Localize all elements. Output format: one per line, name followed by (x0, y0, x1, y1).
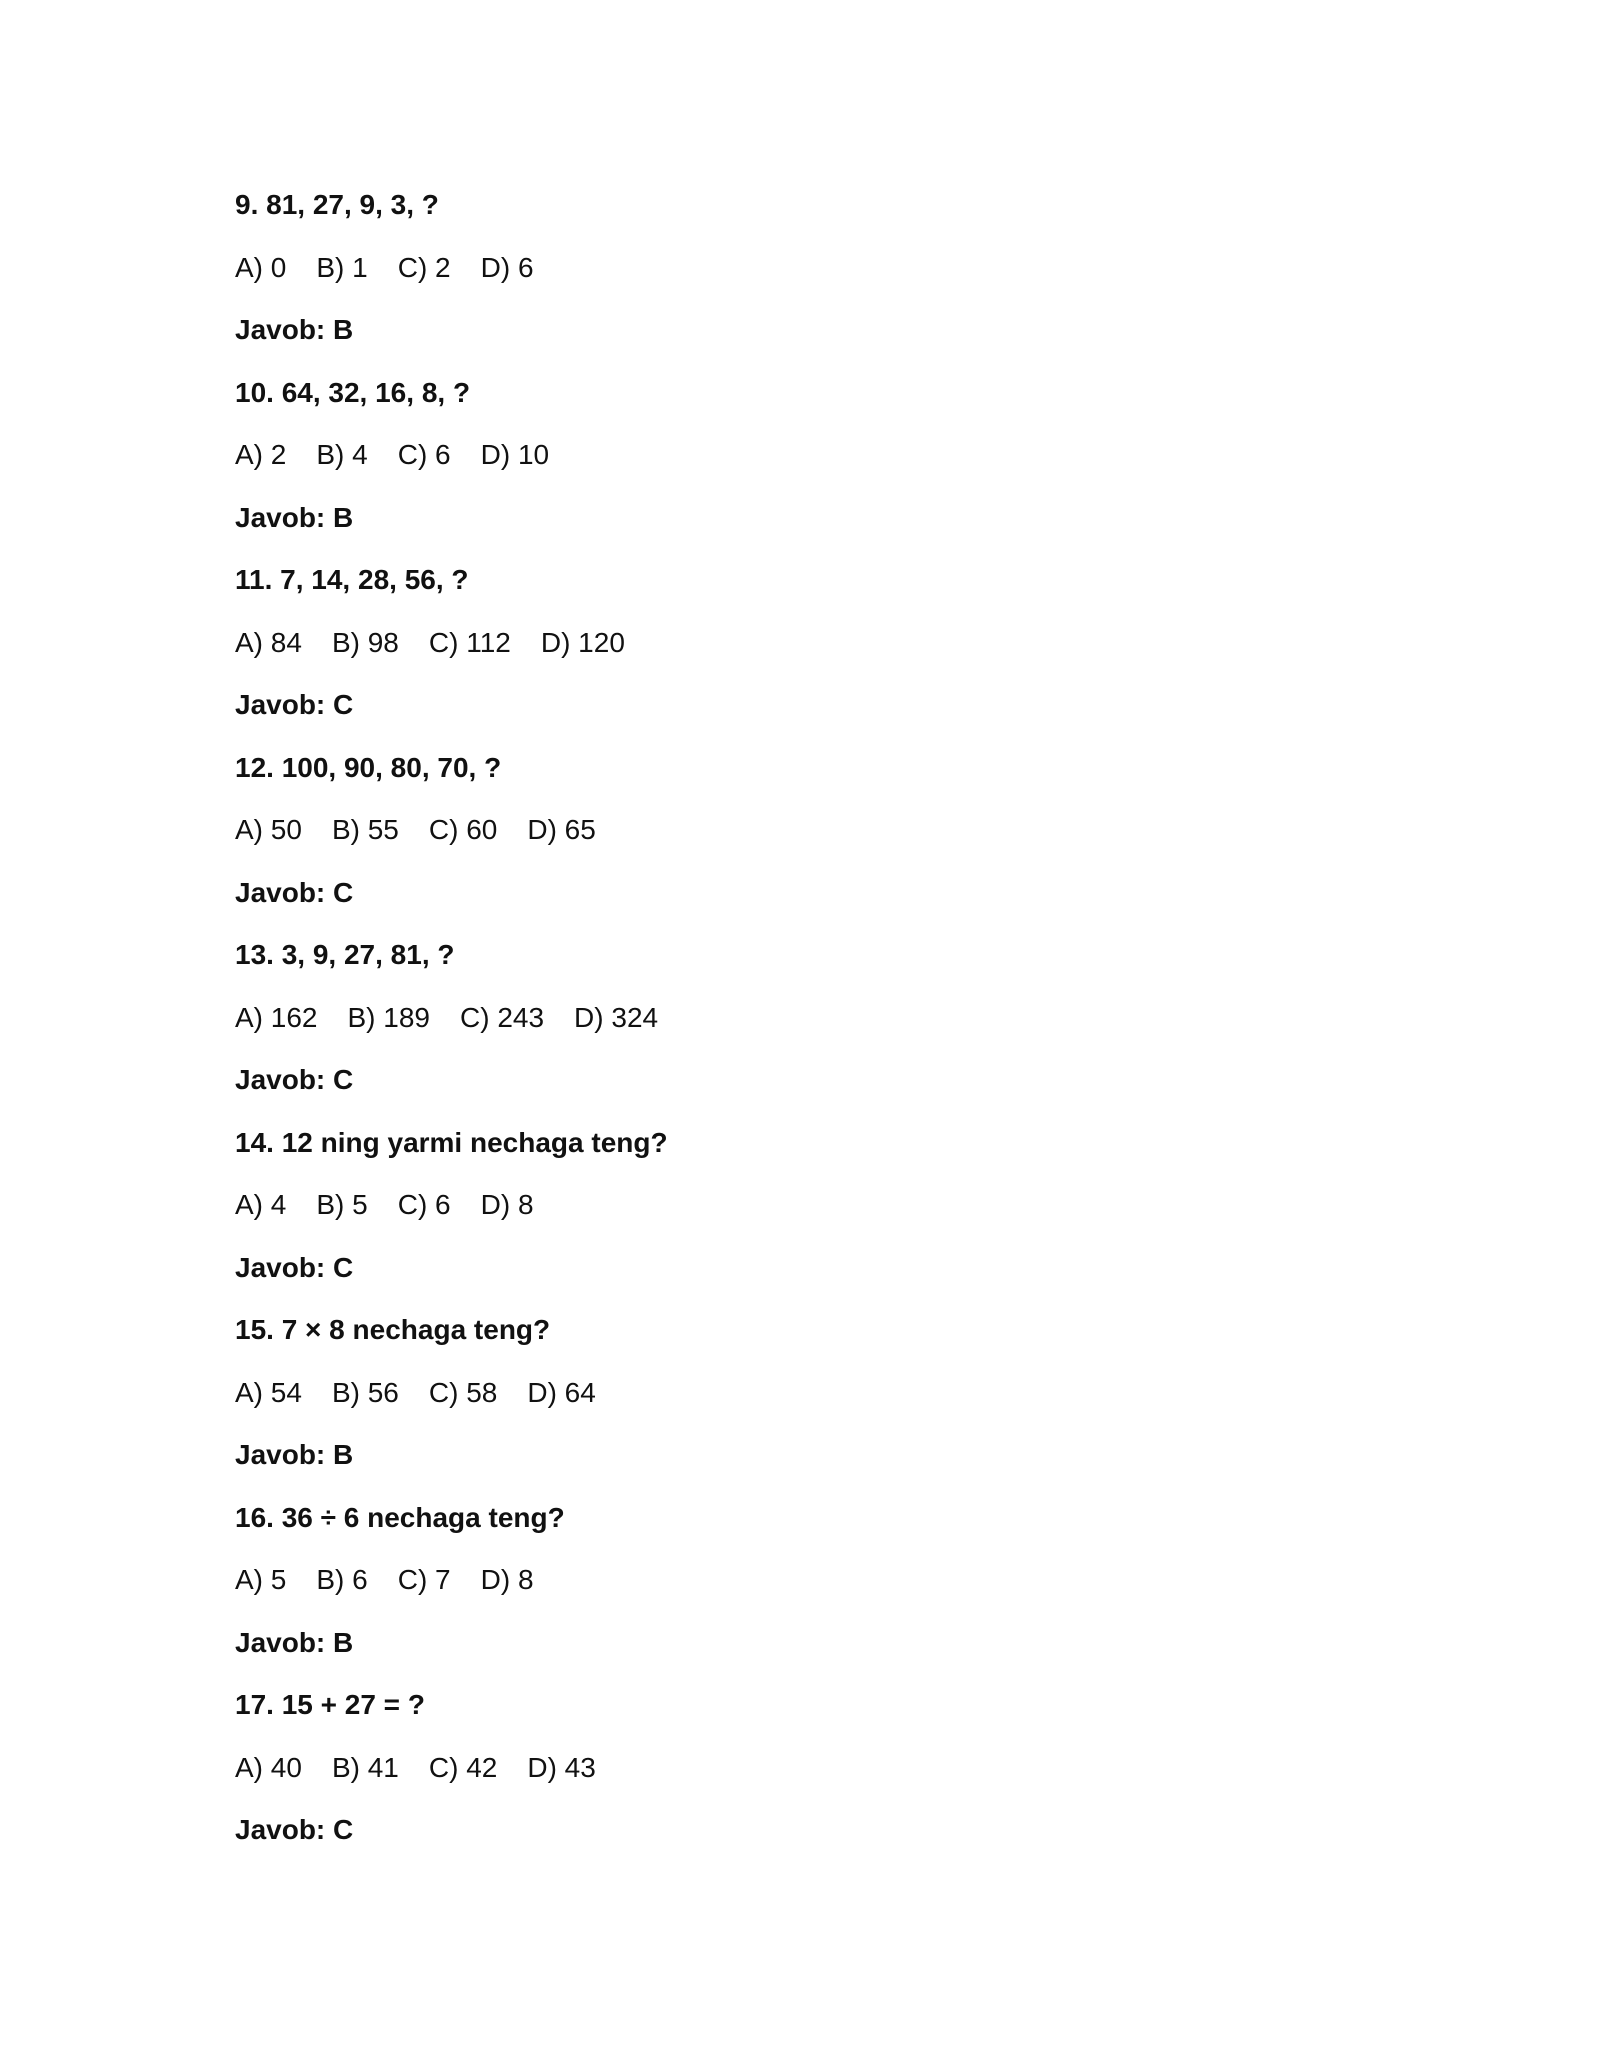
answer-key: Javob: B (235, 314, 354, 345)
answer-options (235, 434, 1365, 497)
question-text: 11. 7, 14, 28, 56, ? (235, 564, 469, 595)
quiz-content (235, 184, 1365, 1872)
option-d: D) 10 (480, 439, 550, 470)
question-text: 10. 64, 32, 16, 8, ? (235, 376, 471, 408)
option-d: D) 120 (540, 626, 625, 658)
option-b: B) 189 (347, 1001, 430, 1033)
question-text: 13. 3, 9, 27, 81, ? (235, 939, 455, 970)
option-a: A) 84 (235, 626, 302, 658)
option-c: C) 243 (460, 1001, 545, 1033)
option-c: C) 42 (428, 1751, 498, 1783)
option-c: C) 7 (397, 1564, 451, 1595)
question-text: 9. 81, 27, 9, 3, ? (235, 189, 439, 220)
option-a: A) 5 (235, 1564, 287, 1595)
question-text: 17. 15 + 27 = ? (235, 1689, 425, 1720)
option-d: D) 6 (480, 251, 534, 283)
answer-options (235, 1559, 1365, 1622)
option-b: B) 1 (316, 251, 368, 283)
option-d: D) 65 (527, 814, 596, 845)
answer-key: Javob: C (235, 1814, 354, 1845)
option-a: A) 162 (235, 1001, 318, 1033)
answer-options (235, 1372, 1365, 1435)
answer-options (235, 1184, 1365, 1247)
option-d: D) 324 (574, 1001, 659, 1033)
option-a: A) 54 (235, 1376, 302, 1408)
option-d: D) 43 (527, 1751, 596, 1783)
option-b: B) 6 (316, 1564, 368, 1595)
question-text: 16. 36 ÷ 6 nechaga teng? (235, 1501, 565, 1533)
option-a: A) 0 (235, 251, 287, 283)
answer-key: Javob: C (235, 1064, 354, 1095)
option-b: B) 41 (331, 1751, 399, 1783)
option-d: D) 8 (480, 1564, 534, 1595)
option-a: A) 50 (235, 814, 302, 845)
option-b: B) 5 (316, 1189, 368, 1220)
option-b: B) 55 (331, 814, 399, 845)
answer-options (235, 1747, 1365, 1810)
option-b: B) 98 (331, 626, 399, 658)
answer-key: Javob: C (235, 1251, 354, 1283)
option-c: C) 112 (428, 626, 511, 658)
answer-options (235, 809, 1365, 872)
answer-key: Javob: B (235, 1626, 354, 1658)
option-b: B) 56 (331, 1376, 399, 1408)
answer-options (235, 622, 1365, 685)
option-a: A) 40 (235, 1751, 302, 1783)
answer-options (235, 247, 1365, 310)
answer-key: Javob: B (235, 501, 354, 533)
option-d: D) 64 (527, 1376, 596, 1408)
answer-key: Javob: B (235, 1439, 354, 1470)
option-c: C) 6 (397, 439, 451, 470)
option-b: B) 4 (316, 439, 368, 470)
option-a: A) 2 (235, 439, 287, 470)
option-c: C) 58 (428, 1376, 498, 1408)
option-d: D) 8 (480, 1189, 534, 1220)
question-text: 15. 7 × 8 nechaga teng? (235, 1314, 551, 1345)
question-text: 14. 12 ning yarmi nechaga teng? (235, 1126, 668, 1158)
answer-key: Javob: C (235, 689, 354, 720)
option-a: A) 4 (235, 1189, 287, 1220)
answer-options (235, 997, 1365, 1060)
option-c: C) 60 (428, 814, 498, 845)
option-c: C) 6 (397, 1189, 451, 1220)
option-c: C) 2 (397, 251, 451, 283)
question-text: 12. 100, 90, 80, 70, ? (235, 751, 502, 783)
answer-key: Javob: C (235, 876, 354, 908)
